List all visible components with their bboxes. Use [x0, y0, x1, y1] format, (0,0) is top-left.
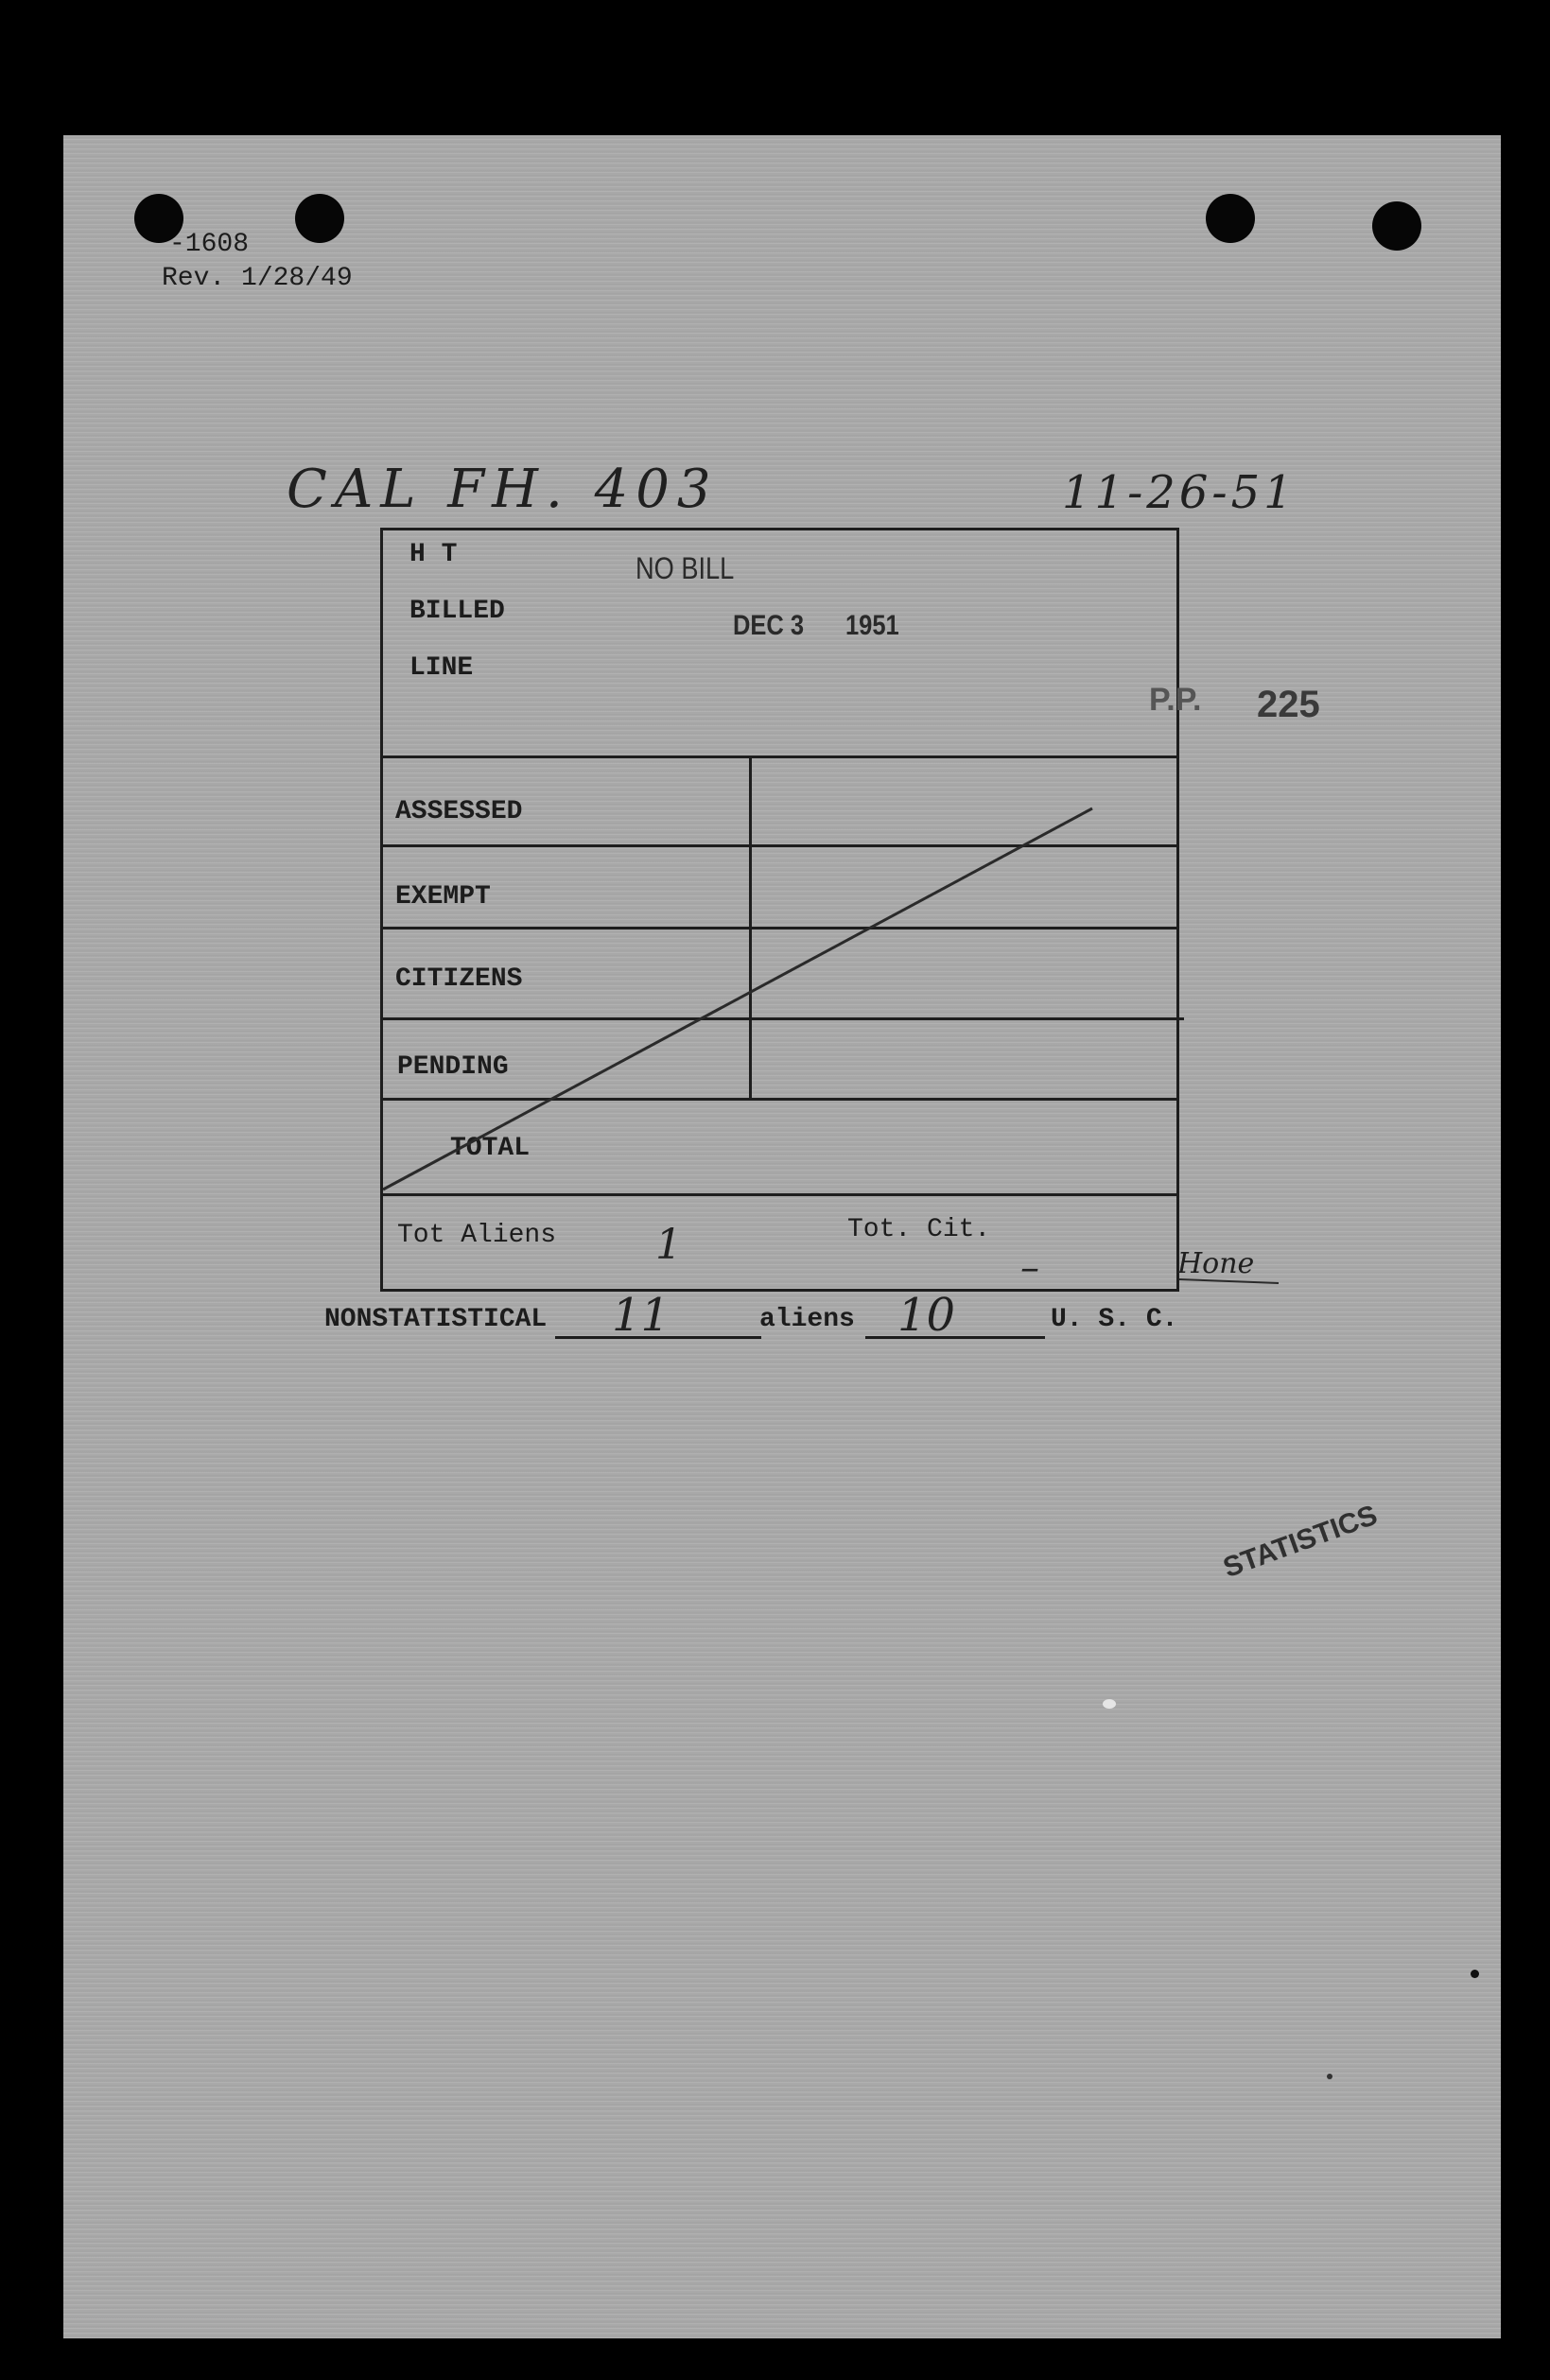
stamp-serial-prefix: P.P. — [1149, 682, 1202, 718]
label-ht: H T — [409, 540, 458, 569]
handwritten-tot-cit: – — [1020, 1246, 1039, 1290]
label-assessed: ASSESSED — [395, 797, 523, 826]
label-usc: U. S. C. — [1051, 1305, 1178, 1334]
stamp-date-year: 1951 — [845, 610, 899, 641]
document-page — [63, 135, 1501, 2338]
cancellation-line — [63, 135, 1501, 1364]
label-billed: BILLED — [409, 597, 505, 626]
label-tot-aliens: Tot Aliens — [397, 1221, 557, 1250]
handwritten-date: 11-26-51 — [1062, 466, 1297, 519]
label-pending: PENDING — [397, 1052, 509, 1082]
handwritten-initials: Hone — [1177, 1247, 1255, 1280]
stamp-statistics: STATISTICS — [1219, 1499, 1382, 1585]
stamp-serial-number: 225 — [1257, 684, 1320, 725]
handwritten-tot-aliens: 1 — [655, 1221, 682, 1269]
handwritten-nonstat-aliens: 11 — [612, 1289, 671, 1342]
label-total: TOTAL — [450, 1134, 531, 1163]
form-number: -1608 — [169, 230, 250, 259]
label-aliens: aliens — [759, 1305, 855, 1334]
stamp-date-month-day: DEC 3 — [733, 610, 805, 641]
form-revision: Rev. 1/28/49 — [162, 264, 353, 293]
label-exempt: EXEMPT — [395, 882, 491, 912]
stamp-no-bill: NO BILL — [636, 551, 735, 585]
label-citizens: CITIZENS — [395, 964, 523, 994]
label-nonstatistical: NONSTATISTICAL — [324, 1305, 548, 1334]
label-line: LINE — [409, 653, 474, 683]
label-tot-cit: Tot. Cit. — [847, 1215, 991, 1244]
handwritten-port-reference: CAL FH. 403 — [287, 459, 719, 520]
handwritten-nonstat-usc: 10 — [897, 1289, 956, 1342]
